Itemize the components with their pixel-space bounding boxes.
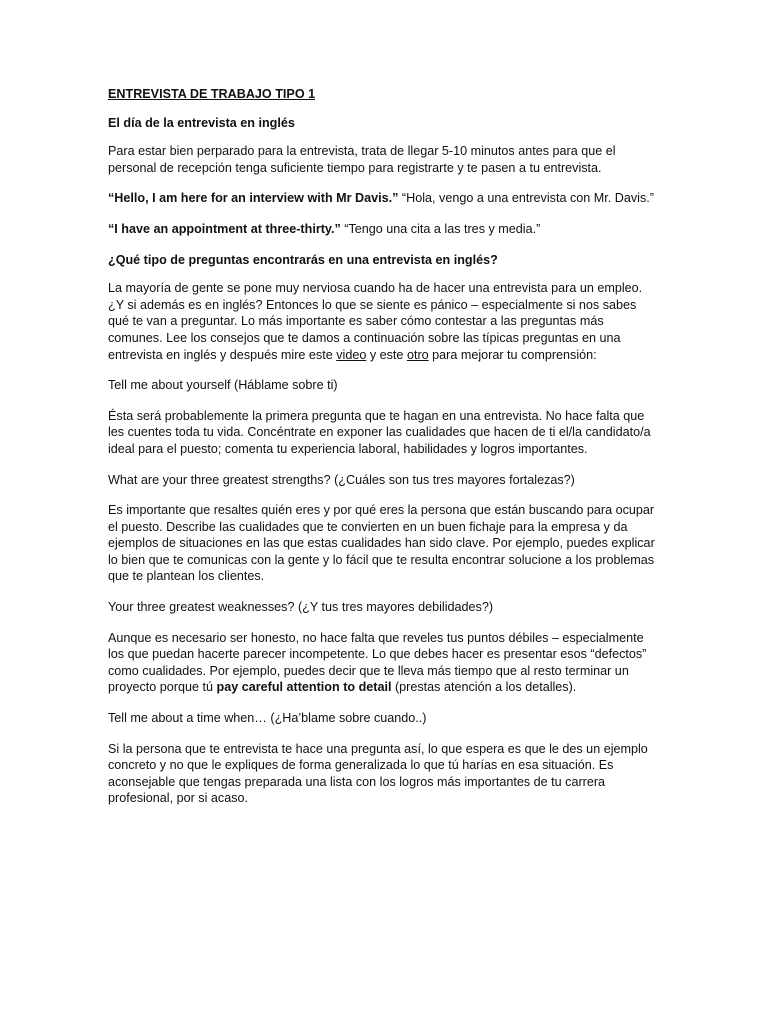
quote-appointment-english: “I have an appointment at three-thirty.” <box>108 221 341 236</box>
answer-strengths: Es importante que resaltes quién eres y por qué eres la persona que están buscando para ocupar el puesto. Describe las cualidades que te convierten en un buen fichaje para la empresa y da ejemplos de situaciones en las que estas cualidades han sido clave. Por ejemplo, puedes explicar lo bien que te comunicas con la gente y lo fácil que te resulta encontrar solucione a los problemas que te plantean los clientes. <box>108 503 655 584</box>
answer-about-yourself: Ésta será probablemente la primera pregunta que te hagan en una entrevista. No hace falta que les cuentes toda tu vida. Concéntrate en exponer las cualidades que hacen de ti el/la candidato/a ideal para el puesto; comenta tu experiencia laboral, habilidades y logros importantes. <box>108 408 651 456</box>
paragraph-arrival: Para estar bien perparado para la entrevista, trata de llegar 5-10 minutos antes para que el personal de recepción tenga suficiente tiempo para registrarte y te pasen a tu entrevista. <box>108 144 616 175</box>
document-page <box>108 86 660 821</box>
answer-weaknesses-text-b: (prestas atención a los detalles). <box>391 680 577 695</box>
answer-weaknesses-text-a: Aunque es necesario ser honesto, no hace falta que reveles tus puntos débiles – especialmente los que puedan hacerte parecer incompetente. Lo que debes hacer es presentar esos “defectos” como cualidades. Por ejemplo, puedes decir que te lleva más tiempo que al resto terminar un proyecto porque tú <box>108 630 647 695</box>
paragraph-nervous-text-c: para mejorar tu comprensión: <box>428 347 597 362</box>
section-heading-questions: ¿Qué tipo de preguntas encontrarás en una entrevista en inglés? <box>108 252 498 267</box>
question-time-when: Tell me about a time when… (¿Ha’blame sobre cuando..) <box>108 711 427 726</box>
quote-appointment <box>108 221 660 238</box>
document-title: ENTREVISTA DE TRABAJO TIPO 1 <box>108 87 316 101</box>
answer-weaknesses-bold: pay careful attention to detail <box>216 680 392 695</box>
question-strengths: What are your three greatest strengths? (¿Cuáles son tus tres mayores fortalezas?) <box>108 472 575 487</box>
section-heading-interview-day: El día de la entrevista en inglés <box>108 115 295 130</box>
quote-interview-spanish: “Hola, vengo a una entrevista con Mr. Davis.” <box>398 191 654 206</box>
paragraph-nervous-text-a: La mayoría de gente se pone muy nerviosa cuando ha de hacer una entrevista para un empleo. ¿Y si además es en inglés? Entonces lo que se siente es pánico – especialmente si nos sabes qué te van a preguntar. Lo más importante es saber cómo contestar a las preguntas más comunes. Lee los consejos que te damos a continuación sobre las típicas preguntas en una entrevista en inglés y después mire este <box>108 281 643 362</box>
question-weaknesses: Your three greatest weaknesses? (¿Y tus tres mayores debilidades?) <box>108 600 494 615</box>
video-link[interactable]: video <box>336 347 367 362</box>
other-video-link[interactable]: otro <box>406 347 429 362</box>
paragraph-nervous-text-b: y este <box>366 347 407 362</box>
quote-interview <box>108 190 660 207</box>
quote-interview-english: “Hello, I am here for an interview with Mr Davis.” <box>108 191 399 206</box>
question-about-yourself: Tell me about yourself (Háblame sobre ti) <box>108 378 338 393</box>
quote-appointment-spanish: “Tengo una cita a las tres y media.” <box>340 221 541 236</box>
paragraph-nervous <box>108 280 660 363</box>
answer-time-when: Si la persona que te entrevista te hace una pregunta así, lo que espera es que le des un ejemplo concreto y no que le expliques de forma generalizada lo que tú harías en esa situación. Es aconsejable que tengas preparada una lista con los logros más importantes de tu carrera profesional, por si acaso. <box>108 741 648 806</box>
answer-weaknesses <box>108 630 660 696</box>
